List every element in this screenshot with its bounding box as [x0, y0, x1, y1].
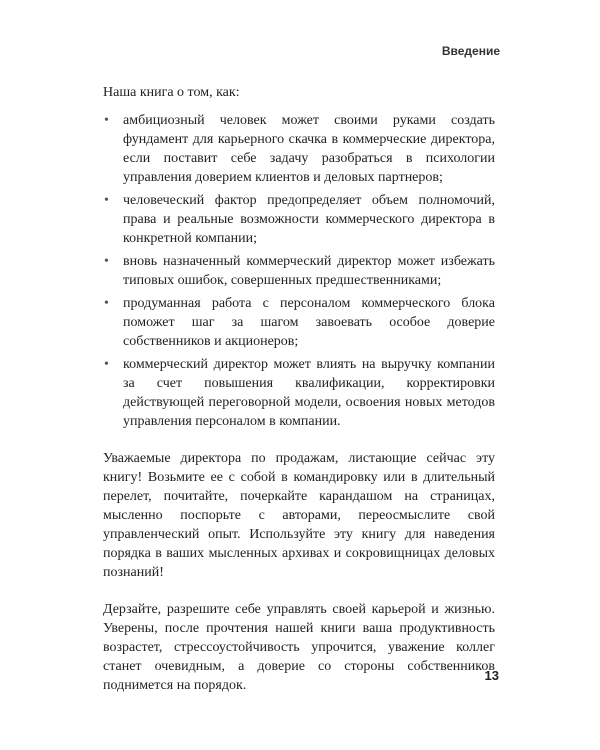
bullet-item	[103, 355, 495, 431]
bullet-text: продуманная работа с персоналом коммерческого блока поможет шаг за шагом завоевать особое доверие собственников и акционеров;	[123, 296, 495, 349]
bullet-text: человеческий фактор предопределяет объем полномочий, права и реальные возможности коммерческого директора в конкретной компании;	[123, 193, 495, 246]
bullet-text: амбициозный человек может своими руками создать фундамент для карьерного скачка в коммерческие директора, если поставит себе задачу разобраться в психологии управления доверием клиентов и деловых партнеров;	[123, 113, 495, 185]
bullet-item	[103, 191, 495, 248]
bullet-icon: •	[104, 296, 109, 311]
bullet-icon: •	[104, 113, 109, 128]
page-number: 13	[484, 668, 499, 683]
bullet-text: вновь назначенный коммерческий директор может избежать типовых ошибок, совершенных предшественниками;	[123, 254, 495, 288]
bullet-item	[103, 252, 495, 290]
bullet-list	[103, 111, 495, 431]
bullet-item	[103, 294, 495, 351]
running-head-section-title: Введение	[441, 44, 500, 58]
bullet-icon: •	[104, 254, 109, 269]
page-body	[103, 83, 495, 695]
bullet-text: коммерческий директор может влиять на выручку компании за счет повышения квалификации, корректировки действующей переговорной модели, освоения новых методов управления персоналом в компании.	[123, 357, 495, 429]
paragraph-encouragement: Дерзайте, разрешите себе управлять своей карьерой и жизнью. Уверены, после прочтения нашей книги ваша продуктивность возрастет, стрессоустойчивость упрочится, уважение коллег станет очевидным, а доверие со стороны собственников поднимется на порядок.	[103, 602, 495, 693]
bullet-icon: •	[104, 193, 109, 208]
intro-line: Наша книга о том, как:	[103, 85, 240, 100]
paragraph-address-directors: Уважаемые директора по продажам, листающие сейчас эту книгу! Возьмите ее с собой в командировку или в длительный перелет, почитайте, почеркайте карандашом на страницах, мысленно поспорьте с авторами, переосмыслите свой управленческий опыт. Используйте эту книгу для наведения порядка в ваших мысленных архивах и сокровищницах деловых познаний!	[103, 451, 495, 580]
bullet-item	[103, 111, 495, 187]
bullet-icon: •	[104, 357, 109, 372]
